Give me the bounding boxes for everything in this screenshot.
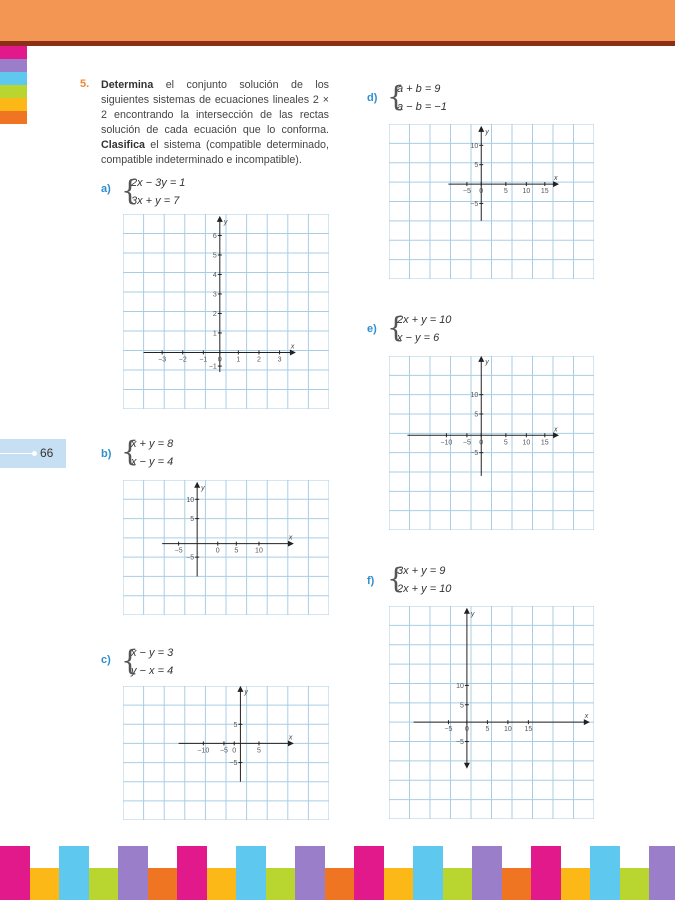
y-tick-label: 10	[456, 682, 464, 690]
x-tick-label: 0	[479, 439, 484, 447]
x-tick-label: 5	[257, 747, 261, 755]
bottom-strip-block	[148, 868, 178, 900]
x-tick-label: 15	[540, 439, 549, 447]
graph-a[interactable]	[123, 214, 329, 409]
equation-1: 2x + y = 10	[397, 314, 452, 326]
problem-f-label: f)	[367, 575, 375, 587]
y-tick-label: 2	[212, 310, 217, 318]
y-tick-label: 10	[470, 392, 479, 400]
y-tick-label: 3	[212, 291, 217, 299]
y-tick-label: 5	[212, 252, 217, 260]
bottom-strip-block	[207, 868, 237, 900]
x-tick-label: 5	[503, 188, 508, 196]
y-tick-label: −5	[455, 739, 464, 747]
problem-a-system	[121, 174, 186, 210]
x-tick-label: 0	[217, 356, 222, 364]
y-tick-label: 1	[212, 330, 217, 338]
x-tick-label: −10	[440, 439, 453, 447]
equation-2: 3x + y = 7	[131, 195, 180, 207]
bottom-strip-block	[236, 846, 266, 900]
side-tab-5	[0, 98, 27, 111]
y-axis-arrow	[478, 356, 484, 362]
x-axis-label: x	[288, 534, 293, 542]
y-axis-arrow	[237, 686, 243, 692]
equation-2: a − b = −1	[397, 101, 447, 113]
bottom-strip-block	[0, 846, 30, 900]
y-tick-label: 5	[474, 162, 479, 170]
bottom-color-strip	[0, 846, 675, 900]
side-tab-1	[0, 46, 27, 59]
y-axis-arrow	[217, 216, 223, 222]
equation-1: a + b = 9	[397, 83, 441, 95]
problem-d-system	[387, 80, 447, 116]
y-axis-arrow	[194, 482, 200, 488]
side-tab-3	[0, 72, 27, 85]
x-tick-label: 3	[277, 356, 282, 364]
y-axis-label: y	[485, 358, 489, 366]
graph-d[interactable]	[389, 124, 594, 279]
bottom-strip-block	[531, 846, 561, 900]
y-tick-label: −5	[470, 450, 479, 458]
y-tick-label: 10	[186, 496, 195, 504]
x-tick-label: 10	[522, 188, 531, 196]
bottom-strip-block	[443, 868, 473, 900]
x-tick-label: 10	[255, 547, 263, 555]
system-brace: {	[121, 174, 139, 207]
header-rule	[0, 41, 675, 46]
instruction-text: el conjunto solución de los siguientes sistemas de ecuaciones lineales 2 × 2 encontrando la intersección de las rectas solución de cada ecuación que lo conforma.	[101, 79, 329, 136]
page-tab-line	[0, 453, 34, 454]
graph-f[interactable]	[389, 606, 594, 819]
x-tick-label: 1	[236, 356, 241, 364]
bottom-strip-block	[472, 846, 502, 900]
equation-1: x − y = 3	[131, 647, 174, 659]
x-tick-label: −1	[199, 356, 208, 364]
bottom-strip-block	[266, 868, 296, 900]
bottom-strip-block	[590, 846, 620, 900]
y-axis-label: y	[470, 610, 475, 618]
instruction-verb-2: Clasifica	[101, 139, 145, 151]
bottom-strip-block	[89, 868, 119, 900]
bottom-strip-block	[502, 868, 532, 900]
x-tick-label: 2	[257, 356, 261, 364]
bottom-strip-block	[384, 868, 414, 900]
y-tick-label: 5	[190, 516, 195, 524]
y-axis-arrow	[464, 608, 470, 614]
graph-e[interactable]	[389, 356, 594, 530]
x-tick-label: 5	[485, 726, 490, 734]
equation-1: x + y = 8	[131, 438, 174, 450]
x-tick-label: 0	[215, 547, 220, 555]
instruction-text-2: el sistema (compatible determinado, compatible indeterminado e incompatible).	[101, 139, 329, 166]
problem-a-label: a)	[101, 183, 111, 195]
problem-d-label: d)	[367, 92, 378, 104]
equation-2: 2x + y = 10	[397, 583, 452, 595]
bottom-strip-block	[649, 846, 675, 900]
system-brace: {	[387, 80, 405, 113]
y-tick-label: −5	[229, 760, 238, 768]
equation-1: 3x + y = 9	[397, 565, 446, 577]
system-brace: {	[387, 562, 405, 595]
graph-b[interactable]	[123, 480, 329, 615]
bottom-strip-block	[30, 868, 60, 900]
side-tab-2	[0, 59, 27, 72]
y-axis-arrow-down	[464, 763, 470, 769]
y-axis-label: y	[244, 688, 248, 696]
bottom-strip-block	[620, 868, 650, 900]
equation-2: x − y = 6	[397, 332, 440, 344]
y-axis-label: y	[201, 484, 205, 492]
page-number-tab	[0, 439, 66, 468]
problem-e-system	[387, 311, 452, 347]
x-tick-label: −5	[462, 439, 471, 447]
x-axis-label: x	[288, 734, 293, 742]
system-brace: {	[121, 644, 139, 677]
instruction-verb: Determina	[101, 79, 154, 91]
x-tick-label: 0	[479, 188, 484, 196]
exercise-number: 5.	[80, 78, 90, 90]
bottom-strip-block	[295, 846, 325, 900]
header-band	[0, 0, 675, 41]
x-tick-label: 15	[540, 188, 549, 196]
y-tick-label: 5	[459, 702, 464, 710]
bottom-strip-block	[325, 868, 355, 900]
x-axis-label: x	[584, 713, 589, 721]
x-tick-label: 5	[503, 439, 508, 447]
equation-1: 2x − 3y = 1	[131, 177, 186, 189]
y-axis-label: y	[223, 218, 228, 226]
y-axis-arrow	[478, 126, 484, 132]
x-tick-label: 5	[234, 547, 239, 555]
problem-c-system	[121, 644, 174, 680]
y-tick-label: 6	[212, 232, 217, 240]
system-brace: {	[387, 311, 405, 344]
problem-f-system	[387, 562, 452, 598]
problem-b-label: b)	[101, 448, 112, 460]
equation-2: x − y = 4	[131, 456, 174, 468]
y-tick-label: −1	[208, 363, 217, 371]
x-tick-label: 0	[464, 726, 469, 734]
y-tick-label: 4	[212, 271, 217, 279]
x-tick-label: 10	[522, 439, 531, 447]
x-tick-label: −5	[219, 747, 228, 755]
bottom-strip-block	[59, 846, 89, 900]
exercise-instructions	[101, 78, 329, 168]
bottom-strip-block	[354, 846, 384, 900]
x-tick-label: −5	[174, 547, 183, 555]
y-tick-label: 5	[474, 411, 479, 419]
x-tick-label: 0	[232, 747, 237, 755]
y-tick-label: −5	[470, 200, 479, 208]
bottom-strip-block	[413, 846, 443, 900]
bottom-strip-block	[177, 846, 207, 900]
problem-c-label: c)	[101, 654, 111, 666]
x-tick-label: 10	[504, 726, 512, 734]
page-tab-dot	[32, 451, 37, 456]
equation-2: y − x = 4	[131, 665, 174, 677]
y-tick-label: 10	[470, 142, 479, 150]
x-tick-label: −5	[444, 726, 453, 734]
x-tick-label: −2	[178, 356, 187, 364]
page-number: 66	[40, 446, 54, 460]
system-brace: {	[121, 435, 139, 468]
side-tab-6	[0, 111, 27, 124]
bottom-strip-block	[118, 846, 148, 900]
graph-c[interactable]	[123, 686, 329, 820]
x-axis-label: x	[554, 426, 558, 434]
side-tab-4	[0, 85, 27, 98]
y-axis-label: y	[485, 128, 489, 136]
problem-b-system	[121, 435, 174, 471]
problem-e-label: e)	[367, 323, 377, 335]
x-tick-label: 15	[524, 726, 533, 734]
x-tick-label: −3	[158, 356, 167, 364]
x-tick-label: −10	[197, 747, 210, 755]
y-tick-label: 5	[233, 721, 238, 729]
x-axis-label: x	[290, 343, 295, 351]
bottom-strip-block	[561, 868, 591, 900]
x-axis-label: x	[554, 175, 558, 183]
y-tick-label: −5	[186, 554, 195, 562]
x-tick-label: −5	[462, 188, 471, 196]
